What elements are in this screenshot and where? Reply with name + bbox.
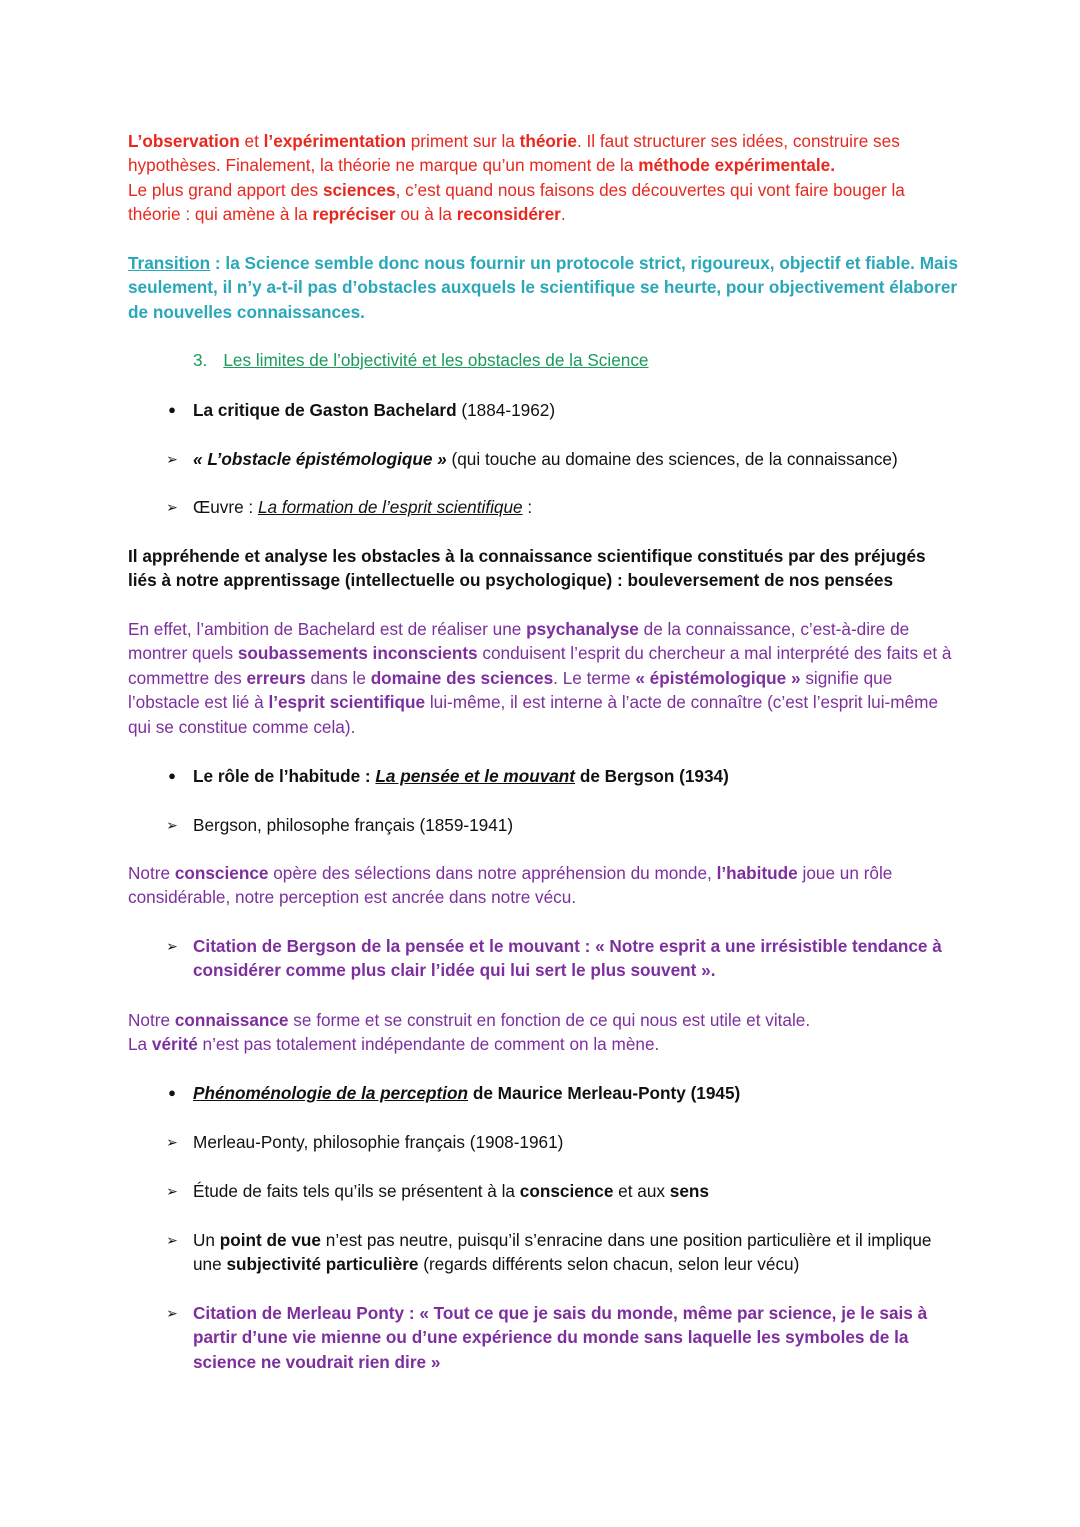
bullet-icon: ● bbox=[168, 1085, 176, 1100]
arrow-icon: ➢ bbox=[166, 451, 178, 467]
point-de-vue-line: Un point de vue n’est pas neutre, puisqu’il s’enracine dans une position particulière et il implique une subjectivité particulière (regards différents selon chacun, selon leur vécu) bbox=[193, 1230, 932, 1275]
section-title: Les limites de l’objectivité et les obstacles de la Science bbox=[223, 350, 649, 370]
transition-paragraph: Transition : la Science semble donc nous fournir un protocole strict, rigoureux, objectif et fiable. Mais seulement, il n’y a-t-il pas d’obstacles auxquels le scientifique se heurte, pour objectivement élaborer de nouvelles connaissances. bbox=[128, 253, 958, 322]
arrow-icon: ➢ bbox=[166, 499, 178, 515]
bullet-icon: ● bbox=[168, 402, 176, 417]
arrow-icon: ➢ bbox=[166, 817, 178, 833]
oeuvre-line: Œuvre : La formation de l’esprit scientifique : bbox=[193, 497, 533, 517]
merleau-bio: Merleau-Ponty, philosophie français (1908-1961) bbox=[193, 1132, 564, 1152]
bullet-merleau-ponty: Phénoménologie de la perception de Maurice Merleau-Ponty (1945) bbox=[193, 1083, 741, 1103]
merleau-citation: Citation de Merleau Ponty : « Tout ce que je sais du monde, même par science, je le sais à partir d’une vie mienne ou d’une expérience du monde sans laquelle les symboles de la science ne voudrait rien dire » bbox=[193, 1303, 928, 1372]
arrow-icon: ➢ bbox=[166, 1183, 178, 1199]
bachelard-explanation: En effet, l’ambition de Bachelard est de réaliser une psychanalyse de la connaissance, c’est-à-dire de montrer quels soubassements inconscients conduisent l’esprit du chercheur a mal interprété des faits et à commettre des erreurs dans le domaine des sciences. Le terme « épistémologique » signifie que l’obstacle est lié à l’esprit scientifique lui-même, il est interne à l’acte de connaître (c’est l’esprit lui-même qui se constitue comme cela). bbox=[128, 619, 952, 737]
bullet-bachelard: La critique de Gaston Bachelard (1884-1962) bbox=[193, 400, 556, 420]
transition-label: Transition bbox=[128, 253, 211, 273]
arrow-icon: ➢ bbox=[166, 1134, 178, 1150]
arrow-icon: ➢ bbox=[166, 1305, 178, 1321]
bullet-bergson: Le rôle de l’habitude : La pensée et le mouvant de Bergson (1934) bbox=[193, 766, 729, 786]
bergson-bio: Bergson, philosophe français (1859-1941) bbox=[193, 815, 514, 835]
arrow-icon: ➢ bbox=[166, 938, 178, 954]
conscience-paragraph: Notre conscience opère des sélections dans notre appréhension du monde, l’habitude joue un rôle considérable, notre perception est ancrée dans notre vécu. bbox=[128, 863, 893, 908]
section-number: 3. bbox=[193, 350, 208, 370]
etude-line: Étude de faits tels qu’ils se présentent à la conscience et aux sens bbox=[193, 1181, 709, 1201]
intro-paragraph: L’observation et l’expérimentation priment sur la théorie. Il faut structurer ses idées, construire ses hypothèses. Finalement, la théorie ne marque qu’un moment de la méthode expérimentale. Le plus grand apport des sciences, c’est quand nous faisons des découvertes qui vont faire bouger la théorie : qui amène à la repréciser ou à la reconsidérer. bbox=[128, 131, 905, 225]
bergson-citation: Citation de Bergson de la pensée et le mouvant : « Notre esprit a une irrésistible tendance à considérer comme plus clair l’idée qui lui sert le plus souvent ». bbox=[193, 936, 942, 981]
bachelard-summary: Il appréhende et analyse les obstacles à la connaissance scientifique constitués par des préjugés liés à notre apprentissage (intellectuelle ou psychologique) : bouleversement de nos pensées bbox=[128, 546, 926, 591]
bullet-icon: ● bbox=[168, 768, 176, 783]
connaissance-paragraph: Notre connaissance se forme et se construit en fonction de ce qui nous est utile et vitale. La vérité n’est pas totalement indépendante de comment on la mène. bbox=[128, 1010, 811, 1055]
obstacle-line: « L’obstacle épistémologique » (qui touche au domaine des sciences, de la connaissance) bbox=[193, 449, 898, 469]
section-heading bbox=[193, 348, 953, 372]
arrow-icon: ➢ bbox=[166, 1232, 178, 1248]
